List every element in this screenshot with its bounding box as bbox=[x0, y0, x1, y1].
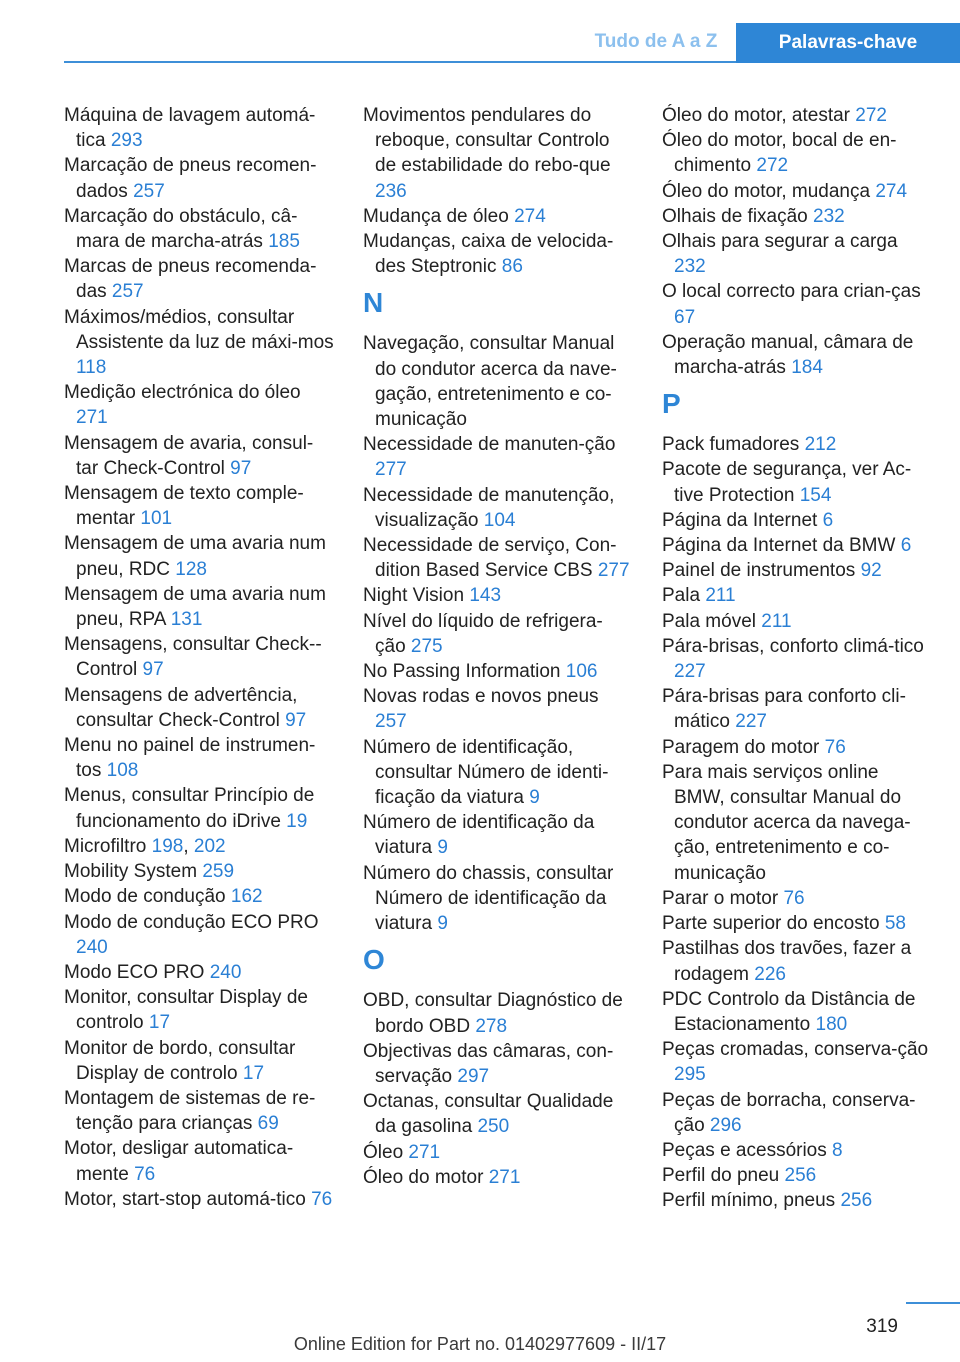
page-ref-link[interactable]: 154 bbox=[799, 484, 832, 506]
index-entry bbox=[363, 659, 633, 684]
page-ref-link[interactable]: 162 bbox=[230, 886, 263, 908]
section-letter: P bbox=[662, 388, 681, 420]
index-entry bbox=[363, 735, 633, 811]
page-ref-link[interactable]: 296 bbox=[709, 1114, 742, 1136]
index-entry bbox=[662, 1163, 932, 1188]
page-ref-link[interactable]: 131 bbox=[170, 609, 203, 631]
index-entry-text: Motor, desligar automatica-mente bbox=[64, 1138, 294, 1185]
page-ref-link[interactable]: 58 bbox=[884, 913, 906, 935]
index-entry-text: No Passing Information bbox=[363, 661, 561, 683]
index-entry-text: Pala móvel bbox=[662, 610, 756, 632]
footer-edition: Online Edition for Part no. 01402977609 - II/17 bbox=[293, 1334, 667, 1354]
index-entry bbox=[662, 179, 932, 204]
index-entry bbox=[363, 609, 633, 659]
index-entry bbox=[64, 1187, 334, 1212]
page-ref-link[interactable]: 184 bbox=[791, 357, 823, 379]
page-ref-link[interactable]: 272 bbox=[855, 105, 887, 126]
page-ref-link[interactable]: 212 bbox=[804, 434, 837, 456]
page-ref-link[interactable]: 118 bbox=[76, 357, 107, 379]
index-entry-text: Necessidade de manutenção, visualização bbox=[363, 484, 615, 531]
page-ref-link[interactable]: 67 bbox=[674, 306, 696, 328]
index-entry-text: Navegação, consultar Manual do condutor acerca da nave-gação, entretenimento e co-municação bbox=[363, 333, 617, 431]
index-entry bbox=[363, 331, 633, 432]
index-entry-text: Menu no painel de instrumen-tos bbox=[64, 735, 316, 782]
page-ref-link[interactable]: 226 bbox=[754, 963, 786, 985]
page-ref-link[interactable]: 76 bbox=[134, 1163, 156, 1185]
index-entry bbox=[363, 432, 633, 482]
index-entry-text: O local correcto para crian-ças bbox=[662, 281, 921, 303]
index-entry bbox=[662, 1188, 932, 1213]
page-ref-link[interactable]: 257 bbox=[111, 281, 144, 303]
index-entry-text: Peças de borracha, conserva-ção bbox=[662, 1089, 916, 1136]
index-entry bbox=[662, 1138, 932, 1163]
page-ref-link[interactable]: 257 bbox=[133, 180, 165, 202]
index-entry bbox=[662, 204, 932, 229]
index-entry-text: Mensagem de texto comple-mentar bbox=[64, 483, 304, 530]
index-entry-text: Necessidade de serviço, Con-dition Based Service CBS bbox=[363, 535, 617, 582]
index-entry-text: Menus, consultar Princípio de funcionamento do iDrive bbox=[64, 785, 315, 832]
page-ref-link[interactable]: 92 bbox=[860, 560, 882, 582]
index-entry-text: Mudanças, caixa de velocida-des Steptronic bbox=[363, 231, 614, 278]
index-entry bbox=[662, 1037, 932, 1087]
index-entry bbox=[64, 531, 334, 581]
tab-keywords[interactable]: Palavras-chave bbox=[736, 23, 960, 63]
index-entry-text: Montagem de sistemas de re-tenção para crianças bbox=[64, 1087, 316, 1135]
page-ref-link[interactable]: 104 bbox=[483, 509, 516, 531]
index-entry-text: Monitor de bordo, consultar Display de controlo bbox=[64, 1037, 296, 1084]
page-ref-link[interactable]: 211 bbox=[761, 610, 792, 632]
index-entry bbox=[64, 582, 334, 632]
index-entry-text: Óleo do motor bbox=[363, 1166, 484, 1188]
page-ref-link[interactable]: 76 bbox=[311, 1188, 333, 1210]
index-entry-text: Modo de condução bbox=[64, 886, 226, 908]
index-entry-text: Óleo do motor, atestar bbox=[662, 105, 850, 126]
page-ref-link[interactable]: 97 bbox=[285, 709, 307, 731]
index-entry-text: Número de identificação da viatura bbox=[363, 812, 595, 859]
index-entry-text: Olhais de fixação bbox=[662, 205, 808, 227]
index-entry-text: Marcação do obstáculo, câ-mara de marcha-atrás bbox=[64, 205, 298, 253]
page-ref-link[interactable]: 9 bbox=[437, 913, 448, 935]
page-ref-link[interactable]: 271 bbox=[488, 1166, 521, 1188]
index-entry bbox=[662, 684, 932, 734]
index-entry bbox=[64, 1036, 334, 1086]
page-ref-link[interactable]: 106 bbox=[565, 661, 598, 683]
page-ref-link[interactable]: 108 bbox=[106, 760, 139, 782]
page-ref-link[interactable]: 293 bbox=[110, 130, 143, 152]
index-entry-text: Mobility System bbox=[64, 861, 198, 883]
index-entry-text: Medição electrónica do óleo bbox=[64, 382, 301, 404]
index-entry bbox=[64, 632, 334, 682]
index-entry-text: Mensagem de avaria, consul-tar Check-Control bbox=[64, 432, 314, 479]
index-entry bbox=[662, 128, 932, 178]
index-entry: Microfiltro 198, 202 bbox=[64, 835, 226, 857]
index-entry bbox=[662, 583, 932, 608]
index-entry bbox=[363, 204, 633, 229]
page-ref-link[interactable]: 198 bbox=[151, 835, 184, 857]
page-ref-link[interactable]: 256 bbox=[784, 1165, 817, 1187]
page-ref-link[interactable]: 128 bbox=[175, 558, 207, 580]
index-entry-text: Marcação de pneus recomen-dados bbox=[64, 155, 317, 202]
page-ref-link[interactable]: 17 bbox=[148, 1012, 171, 1034]
index-entry-text: Mensagem de uma avaria num pneu, RPA bbox=[64, 583, 326, 631]
index-entry bbox=[64, 985, 334, 1035]
index-entry-text: Óleo do motor, mudança bbox=[662, 180, 871, 202]
index-entry-text: Parar o motor bbox=[662, 887, 779, 909]
page-ref-link[interactable]: 297 bbox=[457, 1065, 490, 1087]
index-entry bbox=[662, 760, 932, 886]
index-entry-text: Modo de condução ECO PRO bbox=[64, 911, 319, 933]
index-entry bbox=[662, 886, 932, 911]
index-entry-text: OBD, consultar Diagnóstico de bordo OBD bbox=[363, 990, 623, 1037]
index-entry bbox=[64, 431, 334, 481]
page-number: 319 bbox=[866, 1316, 898, 1337]
index-entry bbox=[662, 911, 932, 936]
index-entry-text: Olhais para segurar a carga bbox=[662, 231, 898, 253]
index-entry-text: Máximos/médios, consultar Assistente da luz de máxi-mos bbox=[64, 306, 334, 353]
page-ref-link[interactable]: 101 bbox=[140, 508, 173, 530]
index-entry-text: Pacote de segurança, ver Ac-tive Protection bbox=[662, 459, 912, 506]
index-entry-text: Night Vision bbox=[363, 585, 465, 607]
index-entry bbox=[64, 733, 334, 783]
index-entry-text: PDC Controlo da Distância de Estacionamento bbox=[662, 988, 916, 1035]
page-ref-link[interactable]: 19 bbox=[286, 810, 308, 832]
page-ref-link[interactable]: 9 bbox=[529, 787, 540, 809]
page-ref-link[interactable]: 256 bbox=[840, 1190, 873, 1212]
section-letter: O bbox=[363, 944, 385, 976]
index-entry-text: Modo ECO PRO bbox=[64, 961, 205, 983]
index-entry bbox=[662, 432, 932, 457]
index-entry-text: Movimentos pendulares do reboque, consultar Controlo de estabilidade do rebo-que bbox=[363, 105, 611, 177]
index-entry bbox=[662, 987, 932, 1037]
index-entry bbox=[64, 960, 334, 985]
index-entry bbox=[662, 533, 932, 558]
index-entry bbox=[662, 279, 932, 329]
index-entry-text: Máquina de lavagem automá-tica bbox=[64, 105, 316, 152]
index-entry-text: Para mais serviços online BMW, consultar Manual do condutor acerca da navega-ção, entretenimento e co-municação bbox=[662, 761, 911, 884]
index-entry bbox=[64, 254, 334, 304]
index-entry-text: Pára-brisas, conforto climá-tico bbox=[662, 635, 924, 657]
index-entry bbox=[363, 1165, 633, 1190]
index-column-3 bbox=[662, 103, 932, 1214]
index-entry bbox=[662, 936, 932, 986]
index-entry bbox=[363, 483, 633, 533]
index-entry bbox=[363, 810, 633, 860]
index-entry bbox=[64, 1136, 334, 1186]
page-ref-link[interactable]: 9 bbox=[437, 837, 448, 859]
index-entry-text: Novas rodas e novos pneus bbox=[363, 686, 599, 708]
index-entry bbox=[662, 609, 932, 634]
index-entry bbox=[662, 508, 932, 533]
index-entry bbox=[363, 229, 633, 279]
index-entry bbox=[662, 457, 932, 507]
page-ref-link[interactable]: 17 bbox=[242, 1062, 265, 1084]
page-ref-link[interactable]: 275 bbox=[410, 635, 443, 657]
index-entry bbox=[64, 103, 334, 153]
page-ref-link[interactable]: 259 bbox=[202, 861, 235, 883]
index-column-2 bbox=[363, 103, 633, 1190]
index-entry bbox=[662, 103, 932, 128]
page-ref-link[interactable]: 202 bbox=[193, 835, 226, 857]
page-ref-link[interactable]: 277 bbox=[597, 560, 630, 582]
page-ref-link[interactable]: 295 bbox=[674, 1064, 706, 1086]
page-ref-link[interactable]: 86 bbox=[501, 256, 523, 278]
page-ref-link[interactable]: 227 bbox=[674, 661, 706, 683]
index-entry bbox=[363, 533, 633, 583]
page-ref-link[interactable]: 227 bbox=[735, 711, 767, 733]
index-entry bbox=[64, 884, 334, 909]
index-entry-text: Mensagens de advertência, consultar Check-Control bbox=[64, 684, 298, 731]
index-entry-text: Óleo bbox=[363, 1141, 404, 1163]
index-entry bbox=[363, 1039, 633, 1089]
index-entry bbox=[64, 305, 334, 381]
index-entry-text: Objectivas das câmaras, con-servação bbox=[363, 1040, 614, 1087]
page-ref-link[interactable]: 97 bbox=[230, 457, 252, 479]
page-ref-link[interactable]: 271 bbox=[408, 1141, 441, 1163]
page-ref-link[interactable]: 240 bbox=[209, 961, 242, 983]
index-entry-text: Perfil do pneu bbox=[662, 1165, 780, 1187]
index-entry bbox=[363, 861, 633, 937]
page-ref-link[interactable]: 271 bbox=[76, 407, 108, 429]
index-entry bbox=[662, 735, 932, 760]
page-ref-link[interactable]: 278 bbox=[475, 1015, 508, 1037]
index-entry bbox=[64, 380, 334, 430]
index-entry-text: Motor, start-stop automá-tico bbox=[64, 1188, 306, 1210]
index-entry-text: Página da Internet da BMW bbox=[662, 535, 896, 557]
index-entry bbox=[662, 634, 932, 684]
index-entry-text: Nível do líquido de refrigera-ção bbox=[363, 610, 603, 657]
page-ref-link[interactable]: 8 bbox=[832, 1139, 843, 1161]
index-entry bbox=[64, 481, 334, 531]
index-entry bbox=[363, 684, 633, 734]
page-number-rule bbox=[906, 1302, 960, 1304]
index-entry-text: Pack fumadores bbox=[662, 434, 800, 456]
index-entry bbox=[363, 1089, 633, 1139]
index-entry-text: Perfil mínimo, pneus bbox=[662, 1190, 836, 1212]
page-ref-link[interactable]: 76 bbox=[783, 887, 805, 909]
page-ref-link[interactable]: 240 bbox=[76, 936, 108, 958]
index-entry-text: Mensagem de uma avaria num pneu, RDC bbox=[64, 533, 326, 580]
index-entry-text: Número do chassis, consultar Número de identificação da viatura bbox=[363, 862, 614, 935]
page-ref-link[interactable]: 97 bbox=[142, 659, 164, 681]
index-entry bbox=[363, 988, 633, 1038]
index-entry bbox=[64, 859, 334, 884]
index-entry-text: Monitor, consultar Display de controlo bbox=[64, 987, 308, 1034]
index-entry bbox=[64, 204, 334, 254]
index-entry-text: Pára-brisas para conforto cli-mático bbox=[662, 686, 906, 733]
page-ref-link[interactable]: 274 bbox=[514, 205, 546, 227]
index-entry-text: Número de identificação, consultar Número de identi-ficação da viatura bbox=[363, 736, 609, 809]
tab-all-a-to-z[interactable]: Tudo de A a Z bbox=[594, 31, 718, 52]
index-column-1 bbox=[64, 103, 334, 1212]
page-ref-link[interactable]: 272 bbox=[756, 155, 789, 177]
index-entry-text: Octanas, consultar Qualidade da gasolina bbox=[363, 1091, 614, 1138]
index-entry-text: Microfiltro bbox=[64, 835, 147, 857]
page-ref-link[interactable]: 76 bbox=[824, 736, 846, 758]
index-entry bbox=[64, 910, 334, 960]
index-entry bbox=[363, 583, 633, 608]
index-entry-text: Mudança de óleo bbox=[363, 205, 509, 227]
page-ref-link[interactable]: 236 bbox=[375, 180, 407, 202]
index-entry bbox=[64, 783, 334, 833]
page-ref-link[interactable]: 143 bbox=[469, 585, 502, 607]
page-ref-link[interactable]: 277 bbox=[375, 459, 407, 481]
index-entry-text: Parte superior do encosto bbox=[662, 913, 880, 935]
page-ref-link[interactable]: 274 bbox=[875, 180, 908, 202]
index-entry-text: Peças cromadas, conserva-ção bbox=[662, 1039, 929, 1061]
index-entry-text: Painel de instrumentos bbox=[662, 560, 856, 582]
page-ref-link[interactable]: 180 bbox=[815, 1013, 848, 1035]
index-entry-text: Óleo do motor, bocal de en-chimento bbox=[662, 130, 897, 177]
page-ref-link[interactable]: 185 bbox=[268, 231, 300, 253]
index-entry bbox=[662, 558, 932, 583]
index-entry bbox=[662, 330, 932, 380]
index-entry-text: Peças e acessórios bbox=[662, 1139, 827, 1161]
index-entry-text: Mensagens, consultar Check--Control bbox=[64, 634, 322, 681]
index-entry-text: Marcas de pneus recomenda-das bbox=[64, 256, 317, 303]
index-entry bbox=[363, 1140, 633, 1165]
index-entry-text: Página da Internet bbox=[662, 509, 818, 531]
index-entry bbox=[662, 1088, 932, 1138]
page-ref-link[interactable]: 69 bbox=[257, 1113, 279, 1135]
index-entry bbox=[64, 683, 334, 733]
page-ref-link[interactable]: 257 bbox=[375, 711, 407, 733]
index-entry-text: Operação manual, câmara de marcha-atrás bbox=[662, 331, 914, 379]
index-entry-text: Necessidade de manuten-ção bbox=[363, 434, 616, 456]
index-entry-text: Pala bbox=[662, 585, 701, 607]
section-letter: N bbox=[363, 287, 384, 319]
index-entry bbox=[64, 1086, 334, 1136]
index-entry bbox=[662, 229, 932, 279]
page-ref-link[interactable]: 232 bbox=[674, 256, 706, 278]
page-ref-link[interactable]: 211 bbox=[705, 585, 736, 607]
page-ref-link[interactable]: 6 bbox=[822, 509, 834, 531]
page-ref-link[interactable]: 232 bbox=[813, 205, 845, 227]
index-entry-text: Pastilhas dos travões, fazer a rodagem bbox=[662, 938, 912, 985]
page-ref-link[interactable]: 250 bbox=[477, 1116, 510, 1138]
index-entry-text: Paragem do motor bbox=[662, 736, 820, 758]
index-entry bbox=[363, 103, 633, 204]
index-entry bbox=[64, 153, 334, 203]
page-ref-link[interactable]: 6 bbox=[900, 535, 912, 557]
